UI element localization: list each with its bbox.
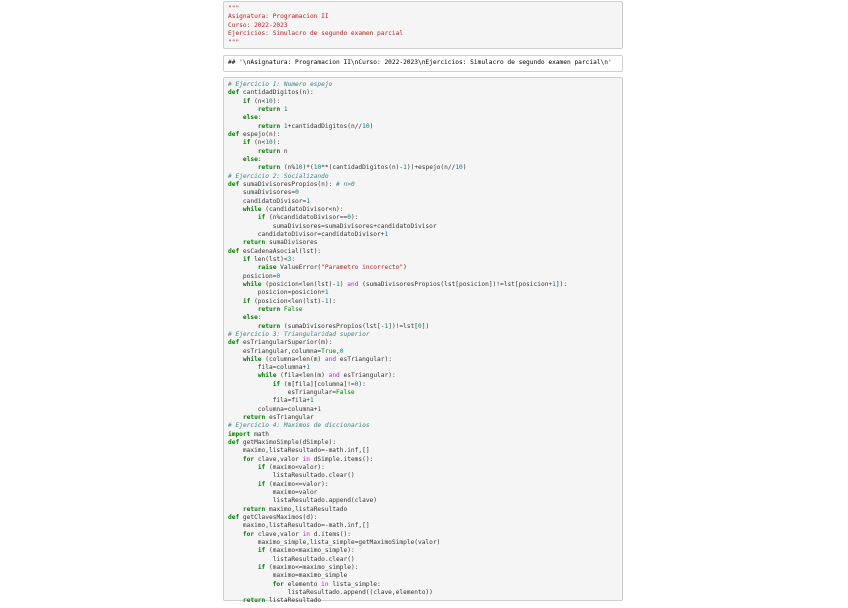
code-text-token: [228, 139, 243, 146]
number-token: 10: [295, 164, 303, 172]
code-line: [228, 206, 618, 214]
code-text-token: [228, 148, 258, 155]
code-line: [228, 98, 618, 106]
number-token: 0: [276, 272, 281, 280]
code-line: [228, 173, 618, 181]
code-text-token: ):: [358, 380, 366, 388]
code-text-token: [228, 531, 243, 538]
code-text-token: posicion=: [228, 272, 277, 280]
code-text-token: (columna<len(m): [261, 355, 325, 363]
builtin-constant-token: False: [283, 305, 303, 313]
keyword-token: else: [242, 314, 258, 322]
string-token: "Parametro incorrecto": [321, 264, 404, 272]
code-text-token: **(cantidadDigitos(n)-: [321, 164, 404, 172]
code-text-token: math: [250, 430, 269, 438]
code-text-token: candidatoDivisor=: [228, 197, 307, 205]
code-line: [228, 214, 618, 222]
code-text-token: esCadenaAsocial(lst):: [239, 247, 322, 255]
python-code-cell[interactable]: [223, 77, 623, 605]
code-text-token: ])!=lst[: [388, 322, 419, 330]
keyword-token: def: [228, 439, 240, 447]
code-line: [228, 123, 618, 131]
code-text-token: [228, 597, 243, 604]
keyword-token: while: [242, 355, 262, 363]
code-text-token: [228, 214, 258, 221]
code-line: [228, 414, 618, 422]
code-line: [228, 389, 618, 397]
number-token: 1: [309, 397, 314, 405]
output-cell: [223, 55, 623, 72]
code-text-token: (n<: [250, 97, 266, 105]
code-line: [228, 89, 618, 97]
keyword-token: if: [257, 214, 266, 222]
docstring-line: Curso: 2022-2023: [228, 21, 288, 29]
keyword-token: while: [242, 205, 262, 213]
code-line: [228, 481, 618, 489]
code-text-token: [228, 264, 258, 271]
keyword-token: for: [242, 530, 255, 538]
code-line: [228, 306, 618, 314]
number-token: 1: [283, 105, 288, 113]
code-text-token: [228, 256, 243, 263]
code-text-token: [228, 314, 243, 321]
number-token: 0: [354, 380, 359, 388]
code-line: [228, 381, 618, 389]
code-line: [228, 372, 618, 380]
code-line: [228, 289, 618, 297]
code-line: [228, 248, 618, 256]
code-text-token: (sumaDivisoresPropios(lst[-: [280, 322, 385, 330]
number-token: 1: [552, 280, 556, 288]
code-text-token: esTriangular):: [339, 372, 396, 380]
keyword-token: if: [257, 480, 266, 488]
code-line: [228, 164, 618, 172]
code-text-token: maximo_simple,lista_simple=getMaximoSimple(valor): [228, 539, 441, 547]
code-line: [228, 348, 618, 356]
keyword-token: if: [257, 564, 266, 572]
keyword-token: raise: [257, 264, 277, 272]
operator-word-token: in: [321, 580, 329, 588]
code-line: [228, 456, 618, 464]
code-text-token: maximo,listaResultado=-math.inf,[]: [228, 447, 370, 455]
code-line: [228, 298, 618, 306]
code-line: [228, 256, 618, 264]
code-text-token: esTriangular):: [336, 355, 392, 363]
number-token: 10: [362, 122, 370, 130]
keyword-token: if: [257, 464, 266, 472]
code-line: [228, 156, 618, 164]
keyword-token: return: [242, 414, 266, 422]
code-text-token: cantidadDigitos(n):: [239, 89, 314, 97]
code-text-token: [228, 156, 243, 163]
code-text-token: maximo=valor: [228, 489, 318, 497]
code-text-token: ValueError(: [276, 264, 322, 272]
code-text-token: d.items():: [309, 530, 351, 538]
builtin-constant-token: True: [321, 347, 337, 355]
code-text-token: [228, 323, 258, 330]
docstring-line: Ejercicios: Simulacro de segundo examen parcial: [228, 30, 404, 38]
docstring-line: """: [228, 38, 240, 46]
code-text-token: sumaDivisores=sumaDivisores+candidatoDivisor: [228, 222, 437, 230]
code-text-token: ]):: [555, 280, 568, 288]
code-text-token: ,: [336, 347, 340, 355]
code-line: [228, 581, 618, 589]
code-line: [228, 556, 618, 564]
code-text-token: ): [403, 264, 407, 272]
comment-token: # Ejercicio 2: Socializando: [228, 172, 329, 180]
code-text-token: [228, 381, 273, 388]
code-text-token: maximo,listaResultado: [265, 505, 348, 513]
code-text-token: [228, 206, 243, 213]
code-text-token: getMaximoSimple(dSimple):: [239, 439, 337, 447]
number-token: 1: [384, 230, 389, 238]
number-token: 1: [324, 289, 329, 297]
operator-word-token: and: [328, 372, 340, 380]
keyword-token: def: [228, 339, 240, 347]
keyword-token: if: [242, 297, 251, 305]
code-line: [228, 497, 618, 505]
code-text-token: [228, 456, 243, 463]
keyword-token: if: [272, 380, 281, 388]
keyword-token: import: [228, 430, 251, 438]
code-line: [228, 198, 618, 206]
keyword-token: while: [242, 280, 262, 288]
code-text-token: [228, 464, 258, 471]
code-line: [228, 489, 618, 497]
code-text-token: ):: [350, 214, 359, 222]
number-token: 10: [455, 164, 463, 172]
keyword-token: return: [257, 305, 281, 313]
code-line: [228, 331, 618, 339]
code-text-token: [228, 306, 258, 313]
keyword-token: while: [257, 372, 277, 380]
code-text-token: (maximo<valor):: [265, 464, 325, 472]
keyword-token: return: [257, 164, 281, 172]
number-token: 0: [347, 214, 351, 222]
code-line: [228, 589, 618, 597]
code-line: [228, 323, 618, 331]
code-text-token: (sumaDivisoresPropios(lst[posicion])!=lst[posicion+: [358, 280, 553, 288]
code-line: [228, 464, 618, 472]
number-token: 0: [339, 347, 344, 355]
code-text-token: (m[fila][columna]!=: [280, 380, 355, 388]
code-line: [228, 181, 618, 189]
comment-token: # n>0: [336, 180, 355, 188]
code-text-token: [228, 564, 258, 571]
code-line: [228, 514, 618, 522]
code-text-token: [228, 506, 243, 513]
code-line: [228, 281, 618, 289]
code-text-token: ):: [272, 97, 281, 105]
code-text-token: [228, 547, 258, 554]
code-text-token: clave,valor: [254, 455, 303, 463]
code-line: [228, 223, 618, 231]
keyword-token: def: [228, 514, 240, 522]
code-line: [228, 106, 618, 114]
code-text-token: [228, 414, 243, 421]
keyword-token: return: [257, 147, 281, 155]
code-line: [228, 131, 618, 139]
keyword-token: return: [257, 322, 281, 330]
code-text-token: (fila<len(m): [276, 372, 329, 380]
keyword-token: else: [242, 114, 258, 122]
code-text-token: :: [257, 114, 262, 122]
code-text-token: (candidatoDivisor<n):: [261, 205, 344, 213]
code-line: [228, 231, 618, 239]
keyword-token: if: [242, 255, 251, 263]
code-text-token: sumaDivisores=: [228, 189, 296, 197]
code-text-token: len(lst)<: [250, 255, 288, 263]
code-text-token: ]): [421, 322, 430, 330]
keyword-token: def: [228, 89, 240, 97]
number-token: 10: [265, 139, 273, 147]
keyword-token: if: [242, 97, 251, 105]
output-text: ## '\nAsignatura: Programacion II\nCurso: 2022-2023\nEjercicios: Simulacro de segundo examen parcial\n': [228, 59, 612, 66]
keyword-token: if: [257, 547, 266, 555]
builtin-constant-token: False: [336, 389, 355, 397]
code-text-token: ))+espejo(n//: [406, 164, 456, 172]
keyword-token: return: [242, 505, 266, 513]
code-line: [228, 239, 618, 247]
number-token: 1: [306, 197, 310, 205]
code-text-token: candidatoDivisor=candidatoDivisor+: [228, 230, 385, 238]
number-token: 10: [313, 164, 322, 172]
code-text-token: listaResultado.clear(): [228, 472, 355, 480]
code-line: [228, 339, 618, 347]
comment-token: # Ejercicio 3: Triangularidad superior: [228, 330, 370, 338]
code-text-token: sumaDivisoresPropios(n):: [239, 180, 337, 188]
code-text-token: :: [291, 255, 296, 263]
code-text-token: )*(: [302, 164, 314, 172]
code-text-token: lista_simple:: [328, 580, 381, 588]
code-text-token: n: [280, 147, 288, 155]
code-text-token: maximo,listaResultado=-math.inf,[]: [228, 522, 370, 530]
keyword-token: if: [242, 139, 251, 147]
operator-word-token: in: [302, 455, 310, 463]
code-text-token: fila=fila+: [228, 397, 310, 405]
keyword-token: return: [257, 122, 281, 130]
code-text-token: :: [257, 155, 262, 163]
operator-word-token: and: [324, 355, 337, 363]
code-text-token: [228, 298, 243, 305]
operator-word-token: and: [347, 280, 359, 288]
docstring-code-cell[interactable]: [223, 1, 623, 49]
code-text-token: [228, 281, 243, 288]
code-line: [228, 406, 618, 414]
code-line: [228, 597, 618, 605]
code-text-token: (maximo<=valor):: [265, 480, 329, 488]
code-text-token: [228, 356, 243, 363]
number-token: 1: [403, 164, 407, 172]
code-text-token: columna=columna+: [228, 405, 318, 413]
code-text-token: ): [462, 164, 467, 172]
keyword-token: for: [242, 455, 255, 463]
code-line: [228, 422, 618, 430]
docstring-line: """: [228, 5, 240, 12]
code-text-token: esTriangular,columna=: [228, 347, 322, 355]
code-line: [228, 114, 618, 122]
keyword-token: for: [272, 580, 284, 588]
code-text-token: ):: [328, 297, 337, 305]
code-line: [228, 431, 618, 439]
code-text-token: listaResultado.append((clave,elemento)): [228, 589, 433, 597]
code-line: [228, 139, 618, 147]
code-text-token: [228, 106, 258, 113]
code-text-token: esTriangular=: [228, 389, 337, 397]
code-text-token: posicion=posicion+: [228, 289, 325, 297]
code-line: [228, 356, 618, 364]
code-text-token: ):: [272, 139, 281, 147]
code-line: [228, 81, 618, 89]
docstring-line: Asignatura: Programacion II: [228, 13, 329, 21]
code-line: [228, 506, 618, 514]
code-text-token: listaResultado.append(clave): [228, 497, 378, 505]
code-text-token: (n%candidatoDivisor==: [265, 214, 348, 222]
number-token: 3: [287, 255, 292, 263]
operator-word-token: in: [302, 530, 310, 538]
code-text-token: getClavesMaximos(d):: [239, 514, 318, 522]
keyword-token: def: [228, 180, 240, 188]
keyword-token: return: [242, 597, 266, 605]
number-token: 1: [324, 297, 329, 305]
code-text-token: [228, 164, 258, 171]
keyword-token: def: [228, 130, 240, 138]
code-line: [228, 522, 618, 530]
number-token: 0: [418, 322, 422, 330]
code-line: [228, 447, 618, 455]
number-token: 1: [306, 364, 310, 372]
code-line: [228, 189, 618, 197]
number-token: 10: [265, 97, 273, 105]
code-text-token: esTriangularSuperior(m):: [239, 339, 333, 347]
code-text-token: esTriangular: [265, 414, 314, 422]
code-text-token: ): [369, 122, 374, 130]
keyword-token: return: [257, 105, 281, 113]
comment-token: # Ejercicio 1: Numero espejo: [228, 81, 333, 88]
number-token: 0: [295, 189, 299, 197]
code-text-token: fila=columna+: [228, 364, 307, 372]
code-text-token: ): [339, 280, 348, 288]
code-text-token: listaResultado.clear(): [228, 555, 355, 563]
number-token: 1: [336, 280, 340, 288]
code-line: [228, 472, 618, 480]
code-text-token: (maximo<maximo_simple):: [265, 547, 355, 555]
code-line: [228, 148, 618, 156]
code-text-token: espejo(n):: [239, 130, 281, 138]
code-text-token: [228, 581, 273, 588]
code-text-token: [228, 372, 258, 379]
comment-token: # Ejercicio 4: Maximos de diccionarios: [228, 422, 370, 430]
code-text-token: (maximo<=maximo_simple):: [265, 564, 359, 572]
code-text-token: elemento: [283, 580, 322, 588]
code-text-token: listaResultado: [265, 597, 322, 605]
code-text-token: +cantidadDigitos(n//: [287, 122, 363, 130]
code-text-token: [228, 114, 243, 121]
code-line: [228, 572, 618, 580]
code-line: [228, 264, 618, 272]
code-line: [228, 314, 618, 322]
keyword-token: def: [228, 247, 240, 255]
code-line: [228, 531, 618, 539]
code-text-token: [228, 239, 243, 246]
code-line: [228, 397, 618, 405]
code-text-token: maximo=maximo_simple: [228, 572, 348, 580]
code-text-token: [228, 481, 258, 488]
code-text-token: sumaDivisores: [265, 239, 318, 247]
code-text-token: dSimple.items():: [309, 455, 374, 463]
code-text-token: :: [257, 314, 262, 322]
number-token: 1: [317, 405, 322, 413]
number-token: 1: [384, 322, 389, 330]
code-line: [228, 273, 618, 281]
code-text-token: (n%: [280, 164, 296, 172]
code-text-token: (n<: [250, 139, 266, 147]
code-text-token: [228, 123, 258, 130]
number-token: 1: [283, 122, 288, 130]
code-text-token: (posicion<len(lst)-: [261, 280, 337, 288]
code-line: [228, 439, 618, 447]
code-text-token: [228, 98, 243, 105]
keyword-token: else: [242, 155, 258, 163]
keyword-token: return: [242, 239, 266, 247]
code-line: [228, 547, 618, 555]
code-text-token: (posicion<len(lst)-: [250, 297, 325, 305]
code-line: [228, 564, 618, 572]
code-text-token: clave,valor: [254, 530, 303, 538]
